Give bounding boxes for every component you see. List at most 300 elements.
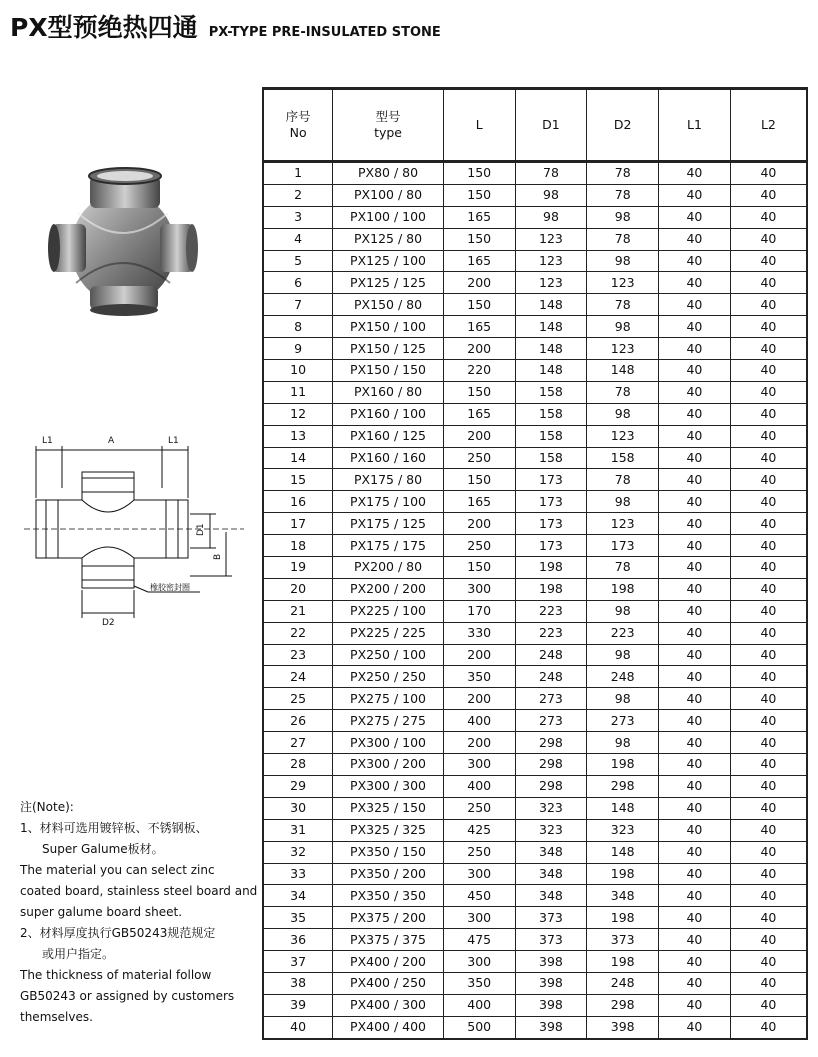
header-type-en: type <box>374 125 402 140</box>
cell-type: PX150 / 150 <box>333 360 444 382</box>
title-chinese: PX型预绝热四通 <box>10 13 198 42</box>
cell-no: 13 <box>263 425 333 447</box>
header-type-cn: 型号 <box>375 109 401 124</box>
table-row <box>263 972 807 994</box>
cell-l: 150 <box>443 162 515 185</box>
cell-type: PX150 / 80 <box>333 294 444 316</box>
cell-l: 200 <box>443 732 515 754</box>
cell-d2: 148 <box>587 797 659 819</box>
cell-l1: 40 <box>659 425 731 447</box>
table-row <box>263 819 807 841</box>
cell-no: 15 <box>263 469 333 491</box>
table-row <box>263 447 807 469</box>
cell-no: 18 <box>263 535 333 557</box>
cell-d2: 123 <box>587 513 659 535</box>
cell-no: 39 <box>263 994 333 1016</box>
cell-l2: 40 <box>730 206 807 228</box>
cell-l1: 40 <box>659 228 731 250</box>
cell-l1: 40 <box>659 162 731 185</box>
cell-d1: 248 <box>515 666 587 688</box>
cell-l1: 40 <box>659 710 731 732</box>
cell-l1: 40 <box>659 316 731 338</box>
table-row <box>263 644 807 666</box>
cell-d2: 198 <box>587 951 659 973</box>
cell-d2: 98 <box>587 403 659 425</box>
cell-no: 10 <box>263 360 333 382</box>
cell-l2: 40 <box>730 162 807 185</box>
cell-no: 16 <box>263 491 333 513</box>
cell-l1: 40 <box>659 447 731 469</box>
cell-no: 17 <box>263 513 333 535</box>
product-photo <box>48 158 198 318</box>
cell-no: 37 <box>263 951 333 973</box>
cell-d2: 123 <box>587 338 659 360</box>
cell-type: PX160 / 80 <box>333 381 444 403</box>
table-row <box>263 754 807 776</box>
cell-l: 165 <box>443 403 515 425</box>
cell-d1: 323 <box>515 797 587 819</box>
cell-no: 38 <box>263 972 333 994</box>
table-row <box>263 885 807 907</box>
table-row <box>263 228 807 250</box>
cell-d1: 273 <box>515 688 587 710</box>
cell-l1: 40 <box>659 338 731 360</box>
cell-l2: 40 <box>730 250 807 272</box>
cell-l2: 40 <box>730 338 807 360</box>
cell-d2: 198 <box>587 754 659 776</box>
note-2-en: The thickness of material follow GB50243 or assigned by customers themselves. <box>20 968 235 1024</box>
cell-d2: 173 <box>587 535 659 557</box>
header-l1: L1 <box>659 89 731 162</box>
cell-l1: 40 <box>659 403 731 425</box>
cell-l2: 40 <box>730 841 807 863</box>
cell-no: 20 <box>263 578 333 600</box>
cell-type: PX125 / 125 <box>333 272 444 294</box>
cell-l1: 40 <box>659 929 731 951</box>
cell-type: PX400 / 300 <box>333 994 444 1016</box>
cell-l: 450 <box>443 885 515 907</box>
cell-d2: 248 <box>587 972 659 994</box>
cell-l: 200 <box>443 644 515 666</box>
table-row <box>263 294 807 316</box>
cell-l1: 40 <box>659 688 731 710</box>
cell-d1: 148 <box>515 360 587 382</box>
cell-l: 150 <box>443 184 515 206</box>
table-row <box>263 797 807 819</box>
cell-type: PX350 / 150 <box>333 841 444 863</box>
table-header-row <box>263 89 807 162</box>
cell-l2: 40 <box>730 622 807 644</box>
cell-l: 200 <box>443 272 515 294</box>
cell-type: PX150 / 100 <box>333 316 444 338</box>
cell-type: PX200 / 200 <box>333 578 444 600</box>
cell-type: PX160 / 100 <box>333 403 444 425</box>
dim-d1: D1 <box>196 523 206 536</box>
cell-d1: 348 <box>515 863 587 885</box>
cell-d2: 98 <box>587 732 659 754</box>
cell-l1: 40 <box>659 294 731 316</box>
cell-no: 21 <box>263 600 333 622</box>
cell-l: 250 <box>443 535 515 557</box>
cell-l: 300 <box>443 863 515 885</box>
cell-no: 32 <box>263 841 333 863</box>
cell-l2: 40 <box>730 710 807 732</box>
table-row <box>263 994 807 1016</box>
cell-l2: 40 <box>730 294 807 316</box>
cell-d1: 223 <box>515 600 587 622</box>
table-row <box>263 381 807 403</box>
cell-l2: 40 <box>730 819 807 841</box>
header-no-en: No <box>289 125 307 140</box>
cell-d1: 158 <box>515 403 587 425</box>
cell-no: 1 <box>263 162 333 185</box>
cell-d1: 78 <box>515 162 587 185</box>
cell-type: PX150 / 125 <box>333 338 444 360</box>
cell-d2: 323 <box>587 819 659 841</box>
cell-l: 300 <box>443 951 515 973</box>
table-row <box>263 557 807 579</box>
cell-d2: 78 <box>587 294 659 316</box>
cell-l2: 40 <box>730 272 807 294</box>
cell-type: PX400 / 400 <box>333 1016 444 1038</box>
spec-table <box>262 87 808 1040</box>
note-1-en: The material you can select zinc coated board, stainless steel board and super galume board sheet. <box>20 863 258 919</box>
cell-no: 9 <box>263 338 333 360</box>
dim-a: A <box>108 436 115 446</box>
cell-type: PX160 / 125 <box>333 425 444 447</box>
table-row <box>263 513 807 535</box>
cell-l2: 40 <box>730 972 807 994</box>
cell-type: PX125 / 100 <box>333 250 444 272</box>
cell-no: 40 <box>263 1016 333 1038</box>
cell-l: 350 <box>443 972 515 994</box>
cell-d1: 298 <box>515 754 587 776</box>
cell-l2: 40 <box>730 403 807 425</box>
header-type <box>333 89 444 162</box>
page-header <box>10 8 441 44</box>
cell-l: 150 <box>443 294 515 316</box>
seal-label: 橡胶密封圈 <box>150 583 190 592</box>
cell-d2: 223 <box>587 622 659 644</box>
cell-l: 330 <box>443 622 515 644</box>
title-english: PX-TYPE PRE-INSULATED STONE <box>208 25 441 40</box>
cell-no: 23 <box>263 644 333 666</box>
cell-l1: 40 <box>659 250 731 272</box>
cell-type: PX100 / 80 <box>333 184 444 206</box>
cell-l1: 40 <box>659 557 731 579</box>
cell-l1: 40 <box>659 972 731 994</box>
cell-no: 14 <box>263 447 333 469</box>
cell-d2: 98 <box>587 206 659 228</box>
cell-d1: 398 <box>515 951 587 973</box>
cell-no: 30 <box>263 797 333 819</box>
table-row <box>263 162 807 185</box>
cell-type: PX160 / 160 <box>333 447 444 469</box>
table-row <box>263 338 807 360</box>
header-d1: D1 <box>515 89 587 162</box>
cell-l1: 40 <box>659 381 731 403</box>
cell-type: PX175 / 175 <box>333 535 444 557</box>
cell-l2: 40 <box>730 754 807 776</box>
cell-d1: 223 <box>515 622 587 644</box>
cell-no: 25 <box>263 688 333 710</box>
cell-d2: 273 <box>587 710 659 732</box>
cell-l2: 40 <box>730 535 807 557</box>
cell-d1: 173 <box>515 513 587 535</box>
cell-l1: 40 <box>659 513 731 535</box>
cell-l1: 40 <box>659 578 731 600</box>
header-l2: L2 <box>730 89 807 162</box>
cell-d1: 198 <box>515 557 587 579</box>
cell-type: PX325 / 150 <box>333 797 444 819</box>
cell-l: 200 <box>443 688 515 710</box>
cell-l2: 40 <box>730 469 807 491</box>
cell-l: 165 <box>443 250 515 272</box>
header-d2: D2 <box>587 89 659 162</box>
cell-l: 150 <box>443 469 515 491</box>
cell-type: PX175 / 100 <box>333 491 444 513</box>
cell-type: PX80 / 80 <box>333 162 444 185</box>
cell-l2: 40 <box>730 775 807 797</box>
cell-d1: 298 <box>515 732 587 754</box>
cell-l2: 40 <box>730 732 807 754</box>
cell-l: 475 <box>443 929 515 951</box>
cell-l: 200 <box>443 425 515 447</box>
cell-no: 2 <box>263 184 333 206</box>
table-row <box>263 403 807 425</box>
cell-l2: 40 <box>730 1016 807 1038</box>
cell-l: 400 <box>443 994 515 1016</box>
notes-heading: 注(Note): <box>20 800 74 814</box>
cell-type: PX175 / 125 <box>333 513 444 535</box>
cell-l2: 40 <box>730 316 807 338</box>
table-row <box>263 863 807 885</box>
cell-type: PX300 / 200 <box>333 754 444 776</box>
cell-l1: 40 <box>659 951 731 973</box>
cell-d2: 78 <box>587 557 659 579</box>
cell-no: 5 <box>263 250 333 272</box>
cell-type: PX175 / 80 <box>333 469 444 491</box>
cell-l1: 40 <box>659 994 731 1016</box>
cell-d1: 148 <box>515 294 587 316</box>
cell-no: 27 <box>263 732 333 754</box>
cell-l: 150 <box>443 228 515 250</box>
cell-d2: 248 <box>587 666 659 688</box>
cell-d2: 198 <box>587 863 659 885</box>
cell-l1: 40 <box>659 491 731 513</box>
cell-l1: 40 <box>659 469 731 491</box>
cell-d1: 248 <box>515 644 587 666</box>
table-body <box>263 162 807 1039</box>
cell-l1: 40 <box>659 644 731 666</box>
cell-no: 36 <box>263 929 333 951</box>
dim-d2: D2 <box>102 618 115 628</box>
table-row <box>263 688 807 710</box>
cell-d2: 348 <box>587 885 659 907</box>
table-row <box>263 929 807 951</box>
table-row <box>263 272 807 294</box>
cell-l2: 40 <box>730 929 807 951</box>
cell-l1: 40 <box>659 666 731 688</box>
cell-type: PX275 / 275 <box>333 710 444 732</box>
cell-l: 300 <box>443 907 515 929</box>
cell-l1: 40 <box>659 907 731 929</box>
note-1-cn-cont: Super Galume板材。 <box>42 842 164 856</box>
cell-type: PX300 / 300 <box>333 775 444 797</box>
cell-d1: 148 <box>515 338 587 360</box>
cell-d1: 373 <box>515 929 587 951</box>
cell-d1: 323 <box>515 819 587 841</box>
cell-l: 250 <box>443 841 515 863</box>
table-row <box>263 1016 807 1038</box>
cell-no: 4 <box>263 228 333 250</box>
cell-d2: 98 <box>587 600 659 622</box>
notes-section <box>20 797 258 1028</box>
cell-type: PX375 / 375 <box>333 929 444 951</box>
cell-d2: 198 <box>587 907 659 929</box>
cell-l: 165 <box>443 316 515 338</box>
cell-type: PX200 / 80 <box>333 557 444 579</box>
table-row <box>263 775 807 797</box>
cell-d1: 398 <box>515 1016 587 1038</box>
cell-l1: 40 <box>659 797 731 819</box>
cell-d1: 198 <box>515 578 587 600</box>
cell-d2: 123 <box>587 272 659 294</box>
dim-b: B <box>213 553 223 560</box>
cell-l2: 40 <box>730 951 807 973</box>
cell-d1: 123 <box>515 250 587 272</box>
cell-no: 24 <box>263 666 333 688</box>
cell-d1: 373 <box>515 907 587 929</box>
cell-d2: 78 <box>587 228 659 250</box>
table-row <box>263 316 807 338</box>
cell-l1: 40 <box>659 184 731 206</box>
table-row <box>263 622 807 644</box>
cell-d2: 398 <box>587 1016 659 1038</box>
cell-l1: 40 <box>659 360 731 382</box>
cell-l2: 40 <box>730 578 807 600</box>
cell-l: 220 <box>443 360 515 382</box>
cell-no: 8 <box>263 316 333 338</box>
cell-d2: 148 <box>587 360 659 382</box>
cell-d2: 298 <box>587 994 659 1016</box>
cell-d2: 98 <box>587 316 659 338</box>
cell-l2: 40 <box>730 688 807 710</box>
table-row <box>263 732 807 754</box>
cell-l: 150 <box>443 381 515 403</box>
table-row <box>263 578 807 600</box>
cell-l2: 40 <box>730 797 807 819</box>
cell-d1: 273 <box>515 710 587 732</box>
cell-l2: 40 <box>730 863 807 885</box>
cell-l2: 40 <box>730 425 807 447</box>
cell-d2: 98 <box>587 491 659 513</box>
cell-d1: 173 <box>515 491 587 513</box>
cell-no: 28 <box>263 754 333 776</box>
cell-l1: 40 <box>659 819 731 841</box>
cell-l1: 40 <box>659 775 731 797</box>
cell-l2: 40 <box>730 381 807 403</box>
cell-l2: 40 <box>730 491 807 513</box>
cell-no: 7 <box>263 294 333 316</box>
table-row <box>263 951 807 973</box>
cell-no: 29 <box>263 775 333 797</box>
cell-d2: 298 <box>587 775 659 797</box>
cell-type: PX400 / 250 <box>333 972 444 994</box>
cell-d2: 78 <box>587 381 659 403</box>
cell-l2: 40 <box>730 666 807 688</box>
cell-l2: 40 <box>730 644 807 666</box>
header-l: L <box>443 89 515 162</box>
cell-d1: 348 <box>515 841 587 863</box>
cell-l1: 40 <box>659 206 731 228</box>
cell-l1: 40 <box>659 841 731 863</box>
cell-l: 300 <box>443 754 515 776</box>
cell-d1: 98 <box>515 184 587 206</box>
table-row <box>263 710 807 732</box>
cell-no: 6 <box>263 272 333 294</box>
cell-l2: 40 <box>730 447 807 469</box>
table-row <box>263 841 807 863</box>
cell-d1: 123 <box>515 228 587 250</box>
cell-d1: 173 <box>515 469 587 491</box>
cell-type: PX225 / 100 <box>333 600 444 622</box>
cell-type: PX300 / 100 <box>333 732 444 754</box>
cell-d1: 398 <box>515 972 587 994</box>
cell-d2: 98 <box>587 250 659 272</box>
cell-l2: 40 <box>730 600 807 622</box>
cell-l: 500 <box>443 1016 515 1038</box>
cell-l2: 40 <box>730 513 807 535</box>
cell-d1: 98 <box>515 206 587 228</box>
dim-l1-right: L1 <box>168 436 179 446</box>
table-row <box>263 535 807 557</box>
cell-l: 170 <box>443 600 515 622</box>
cell-l: 350 <box>443 666 515 688</box>
cell-d1: 298 <box>515 775 587 797</box>
cell-type: PX350 / 350 <box>333 885 444 907</box>
cell-l2: 40 <box>730 184 807 206</box>
cell-l: 250 <box>443 797 515 819</box>
cell-l1: 40 <box>659 732 731 754</box>
note-1-cn: 1、材料可选用镀锌板、不锈钢板、 <box>20 821 208 835</box>
cell-type: PX350 / 200 <box>333 863 444 885</box>
cell-d2: 198 <box>587 578 659 600</box>
cell-d1: 158 <box>515 425 587 447</box>
cell-l2: 40 <box>730 994 807 1016</box>
cell-d1: 158 <box>515 447 587 469</box>
cell-l1: 40 <box>659 885 731 907</box>
table-row <box>263 600 807 622</box>
cell-type: PX325 / 325 <box>333 819 444 841</box>
cell-d1: 123 <box>515 272 587 294</box>
cell-no: 3 <box>263 206 333 228</box>
cell-no: 33 <box>263 863 333 885</box>
cell-l1: 40 <box>659 535 731 557</box>
cell-type: PX225 / 225 <box>333 622 444 644</box>
dim-l1-left: L1 <box>42 436 53 446</box>
cell-l: 250 <box>443 447 515 469</box>
cell-l: 200 <box>443 513 515 535</box>
cell-no: 34 <box>263 885 333 907</box>
cell-d1: 148 <box>515 316 587 338</box>
cell-no: 19 <box>263 557 333 579</box>
note-2-cn-cont: 或用户指定。 <box>42 947 115 961</box>
table-row <box>263 206 807 228</box>
cell-d2: 158 <box>587 447 659 469</box>
header-no-cn: 序号 <box>285 109 311 124</box>
cell-type: PX100 / 100 <box>333 206 444 228</box>
